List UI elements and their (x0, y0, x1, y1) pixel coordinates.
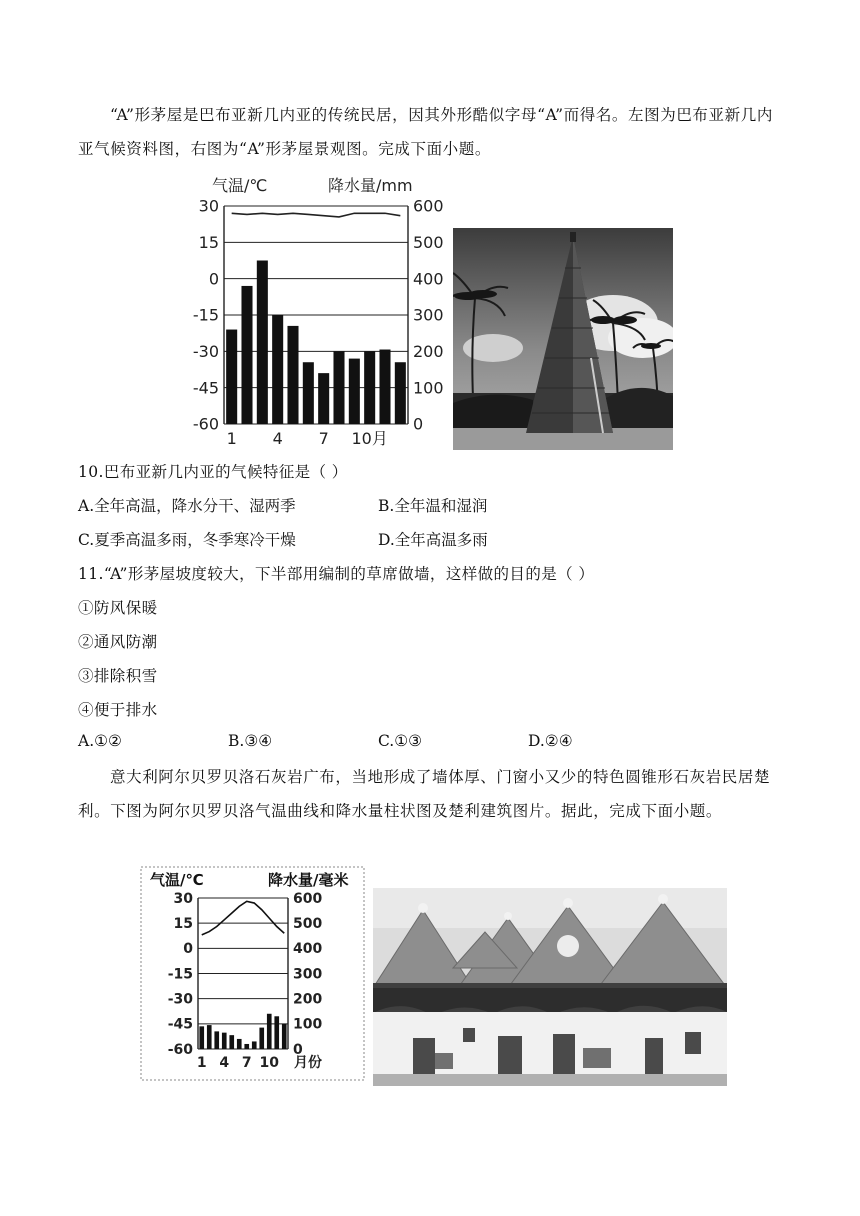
chart2-precip-bar (267, 1014, 272, 1049)
chart2-temp-tick: -30 (167, 991, 193, 1008)
chart2-precip-bar (199, 1026, 204, 1049)
chart1-precip-bar (272, 315, 283, 424)
chart2-temp-tick: 0 (183, 941, 193, 958)
intro-paragraph-2: 意大利阿尔贝罗贝洛石灰岩广布，当地形成了墙体厚、门窗小又少的特色圆锥形石灰岩民居楚利。下图为阿尔贝罗贝洛气温曲线和降水量柱状图及楚利建筑图片。据此，完成下面小题。 (78, 768, 771, 820)
chart2-precip-bar (229, 1035, 234, 1049)
chart1-precip-tick: 500 (413, 232, 444, 252)
chart2-precip-tick: 100 (293, 1016, 323, 1033)
chart2-x-tick: 7 (241, 1055, 252, 1071)
chart2-precip-bar (207, 1025, 212, 1049)
chart2-precip-bar (237, 1039, 242, 1049)
chart1-x-tick: 1 (226, 429, 237, 448)
chart2-precip-bar (252, 1041, 257, 1049)
chart2-precip-tick: 300 (293, 966, 323, 983)
chart1-temp-tick: 30 (198, 196, 219, 216)
chart2-precip-tick: 400 (293, 941, 323, 958)
chart2-precip-tick: 500 (293, 916, 323, 933)
chart1-ylabel-right: 降水量/mm (328, 176, 413, 195)
chart2-precip-bar (282, 1024, 287, 1049)
chart1-x-tick: 10月 (351, 429, 388, 448)
chart2-precip-tick: 600 (293, 890, 323, 907)
chart2-x-tick: 4 (219, 1055, 230, 1071)
chart1-precip-bar (364, 351, 375, 424)
chart1-precip-bar (287, 326, 298, 424)
chart2-precip-tick: 200 (293, 991, 323, 1008)
chart1-ylabel-left: 气温/℃ (212, 176, 268, 195)
chart2-ylabel-left: 气温/℃ (150, 871, 204, 889)
q11-item-3: ③排除积雪 (78, 667, 158, 685)
chart2-precip-tick: 0 (293, 1041, 303, 1058)
intro-paragraph-1: “A”形茅屋是巴布亚新几内亚的传统民居，因其外形酷似字母“A”而得名。左图为巴布亚新几内亚气候资料图，右图为“A”形茅屋景观图。完成下面小题。 (78, 106, 773, 158)
chart2-temp-tick: -15 (167, 966, 193, 983)
climate-chart-alberobello (140, 866, 365, 1081)
chart2-precip-bar (274, 1016, 279, 1049)
q11-option-d: D.②④ (528, 732, 573, 750)
chart2-x-tick: 10 (259, 1055, 279, 1071)
q11-option-b: B.③④ (228, 732, 273, 750)
a-frame-hut-photo (453, 228, 673, 450)
chart1-precip-tick: 0 (413, 414, 424, 434)
chart1-precip-bar (333, 351, 344, 424)
trulli-houses-photo (373, 888, 727, 1086)
chart1-precip-tick: 200 (413, 341, 444, 361)
chart1-precip-bar (257, 261, 268, 425)
chart1-precip-bar (379, 350, 390, 424)
chart2-ylabel-right: 降水量/毫米 (268, 871, 349, 889)
chart2-temperature-line (202, 901, 285, 935)
chart2-precip-bar (222, 1033, 227, 1049)
q10-option-b: B.全年温和湿润 (378, 497, 488, 515)
chart2-temp-tick: 15 (173, 916, 193, 933)
q11-item-1: ①防风保暖 (78, 599, 158, 617)
q10-option-c: C.夏季高温多雨，冬季寒冷干燥 (78, 531, 296, 549)
chart1-x-tick: 4 (272, 429, 283, 448)
chart1-x-tick: 7 (318, 429, 329, 448)
chart1-temp-tick: -30 (192, 341, 219, 361)
chart1-precip-bar (226, 330, 237, 424)
chart1-precip-bar (395, 362, 406, 424)
chart2-precip-bar (214, 1031, 219, 1049)
chart1-temp-tick: -15 (192, 305, 219, 325)
chart1-precip-bar (303, 362, 314, 424)
chart1-precip-tick: 600 (413, 196, 444, 216)
q11-option-a: A.①② (78, 732, 122, 750)
q11-item-4: ④便于排水 (78, 701, 158, 719)
chart1-precip-tick: 100 (413, 378, 444, 398)
chart1-precip-bar (241, 286, 252, 424)
chart1-temp-tick: -60 (192, 414, 219, 434)
question-11-stem: 11.“A”形茅屋坡度较大，下半部用编制的草席做墙，这样做的目的是（ ） (78, 565, 595, 583)
climate-chart-png (180, 170, 450, 455)
chart1-precip-tick: 400 (413, 269, 444, 289)
chart1-temp-tick: 15 (198, 232, 219, 252)
chart1-precip-tick: 300 (413, 305, 444, 325)
q10-option-d: D.全年高温多雨 (378, 531, 488, 549)
chart2-x-tick: 月份 (294, 1055, 322, 1071)
q10-option-a: A.全年高温，降水分干、湿两季 (78, 497, 296, 515)
chart2-temp-tick: -45 (167, 1016, 193, 1033)
chart1-temp-tick: -45 (192, 378, 219, 398)
chart1-precip-bar (349, 359, 360, 424)
q11-option-c: C.①③ (378, 732, 423, 750)
chart2-precip-bar (244, 1044, 249, 1049)
chart2-temp-tick: 30 (173, 890, 193, 907)
chart2-x-tick: 1 (196, 1055, 207, 1071)
chart2-precip-bar (259, 1028, 264, 1049)
chart1-temperature-line (232, 213, 401, 217)
chart2-temp-tick: -60 (167, 1041, 193, 1058)
chart1-precip-bar (318, 373, 329, 424)
chart1-temp-tick: 0 (208, 269, 219, 289)
question-10-stem: 10.巴布亚新几内亚的气候特征是（ ） (78, 463, 348, 481)
q11-item-2: ②通风防潮 (78, 633, 158, 651)
